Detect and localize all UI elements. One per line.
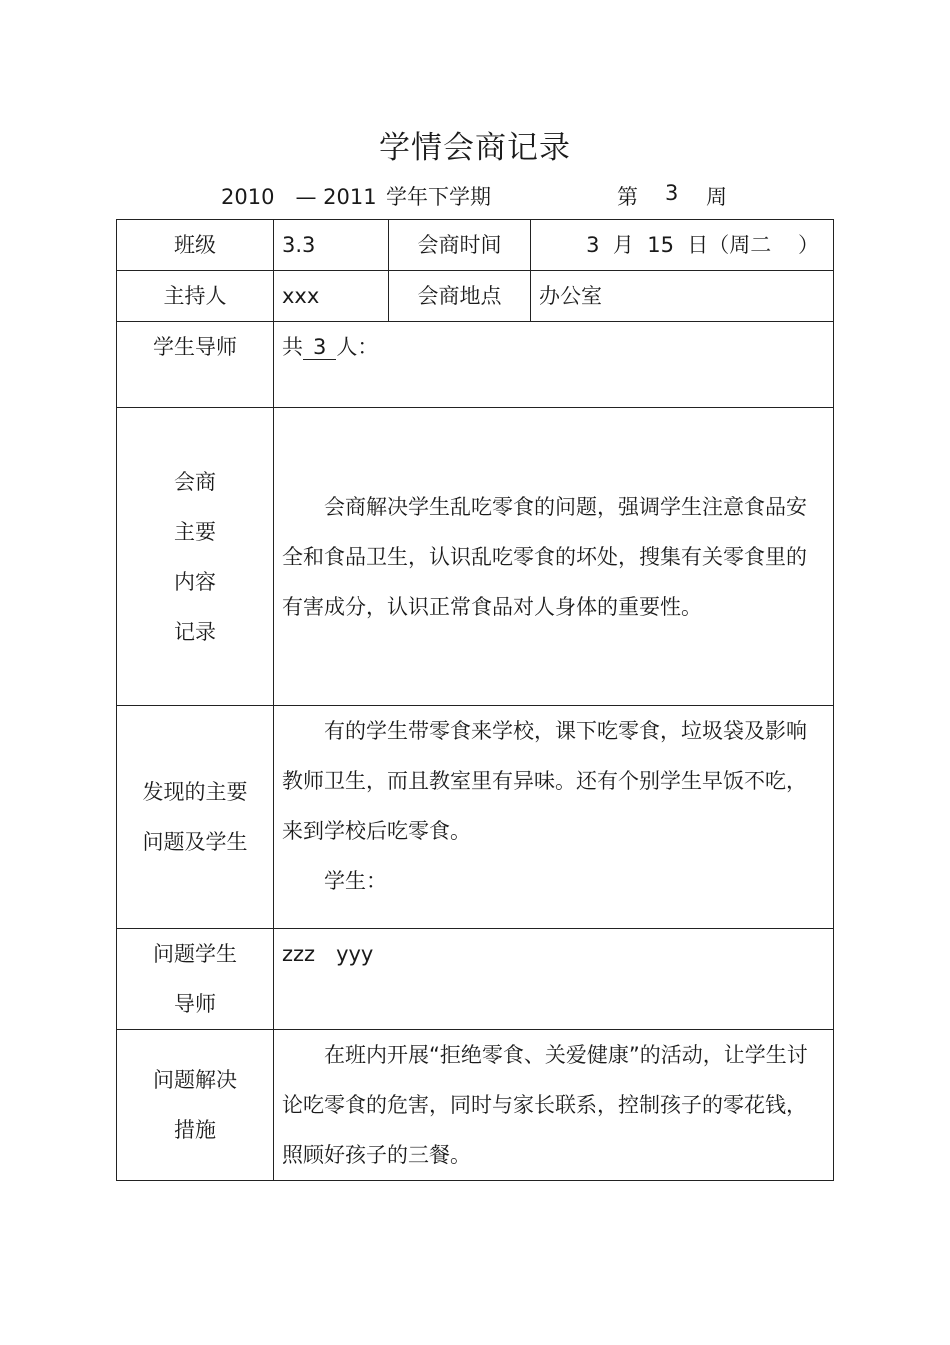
place-label: 会商地点	[389, 271, 531, 322]
content-label-line: 主要	[174, 519, 216, 544]
row-problem-mentor	[117, 929, 834, 1030]
time-label: 会商时间	[389, 220, 531, 271]
solution-label-line: 问题解决	[153, 1068, 237, 1092]
mentor-prefix: 共	[282, 335, 303, 359]
content-label-line: 记录	[174, 619, 216, 644]
semester-years: 2010 — 2011	[221, 185, 377, 209]
content-label	[117, 408, 274, 706]
mentor-label: 学生导师	[117, 322, 274, 408]
issues-students: 学生：	[324, 869, 387, 893]
time-value	[531, 220, 834, 271]
content-label-line: 会商	[174, 469, 216, 494]
content-text: 会商解决学生乱吃零食的问题，强调学生注意食品安全和食品卫生，认识乱吃零食的坏处，搜集有关零食里的有害成分，认识正常食品对人身体的重要性。	[282, 494, 807, 619]
row-class-time	[117, 220, 834, 271]
solution-text-cell	[274, 1030, 834, 1181]
issues-label-line: 问题及学生	[142, 830, 248, 854]
row-solution	[117, 1030, 834, 1181]
mentor-count: 3	[303, 335, 336, 360]
time-close: ）	[798, 233, 819, 257]
semester-label: 学年下学期	[386, 185, 491, 209]
host-value: xxx	[274, 271, 389, 322]
issues-label	[117, 706, 274, 929]
issues-text: 有的学生带零食来学校，课下吃零食，垃圾袋及影响教师卫生，而且教室里有异味。还有个别学生早饭不吃，来到学校后吃零食。	[282, 719, 807, 843]
issues-label-line: 发现的主要	[142, 780, 248, 804]
problem-mentor-value: zzz yyy	[274, 929, 834, 1030]
week-number: 3	[665, 181, 679, 205]
mentor-suffix: 人：	[336, 335, 379, 359]
row-content	[117, 408, 834, 706]
class-label: 班级	[117, 220, 274, 271]
issues-text-cell	[274, 706, 834, 929]
page-title: 学情会商记录	[379, 130, 571, 166]
place-value: 办公室	[531, 271, 834, 322]
mentor-value	[274, 322, 834, 408]
row-mentor	[117, 322, 834, 408]
class-value: 3.3	[274, 220, 389, 271]
record-table	[116, 219, 834, 1181]
row-host-place	[117, 271, 834, 322]
solution-text: 在班内开展“拒绝零食、关爱健康”的活动，让学生讨论吃零食的危害，同时与家长联系，控制孩子的零花钱，照顾好孩子的三餐。	[282, 1043, 808, 1167]
problem-mentor-label	[117, 929, 274, 1030]
content-label-line: 内容	[174, 569, 216, 594]
solution-label	[117, 1030, 274, 1181]
solution-label-line: 措施	[174, 1118, 216, 1142]
row-issues	[117, 706, 834, 929]
host-label: 主持人	[117, 271, 274, 322]
time-month-unit: 月	[612, 233, 634, 257]
content-text-cell	[274, 408, 834, 706]
time-month: 3	[586, 233, 600, 257]
time-day: 15	[647, 233, 674, 257]
week-prefix: 第	[617, 185, 638, 209]
week-suffix: 周	[706, 185, 727, 209]
time-day-unit: 日（周二	[687, 233, 772, 257]
problem-mentor-label-line: 导师	[174, 992, 216, 1016]
problem-mentor-label-line: 问题学生	[153, 942, 237, 966]
